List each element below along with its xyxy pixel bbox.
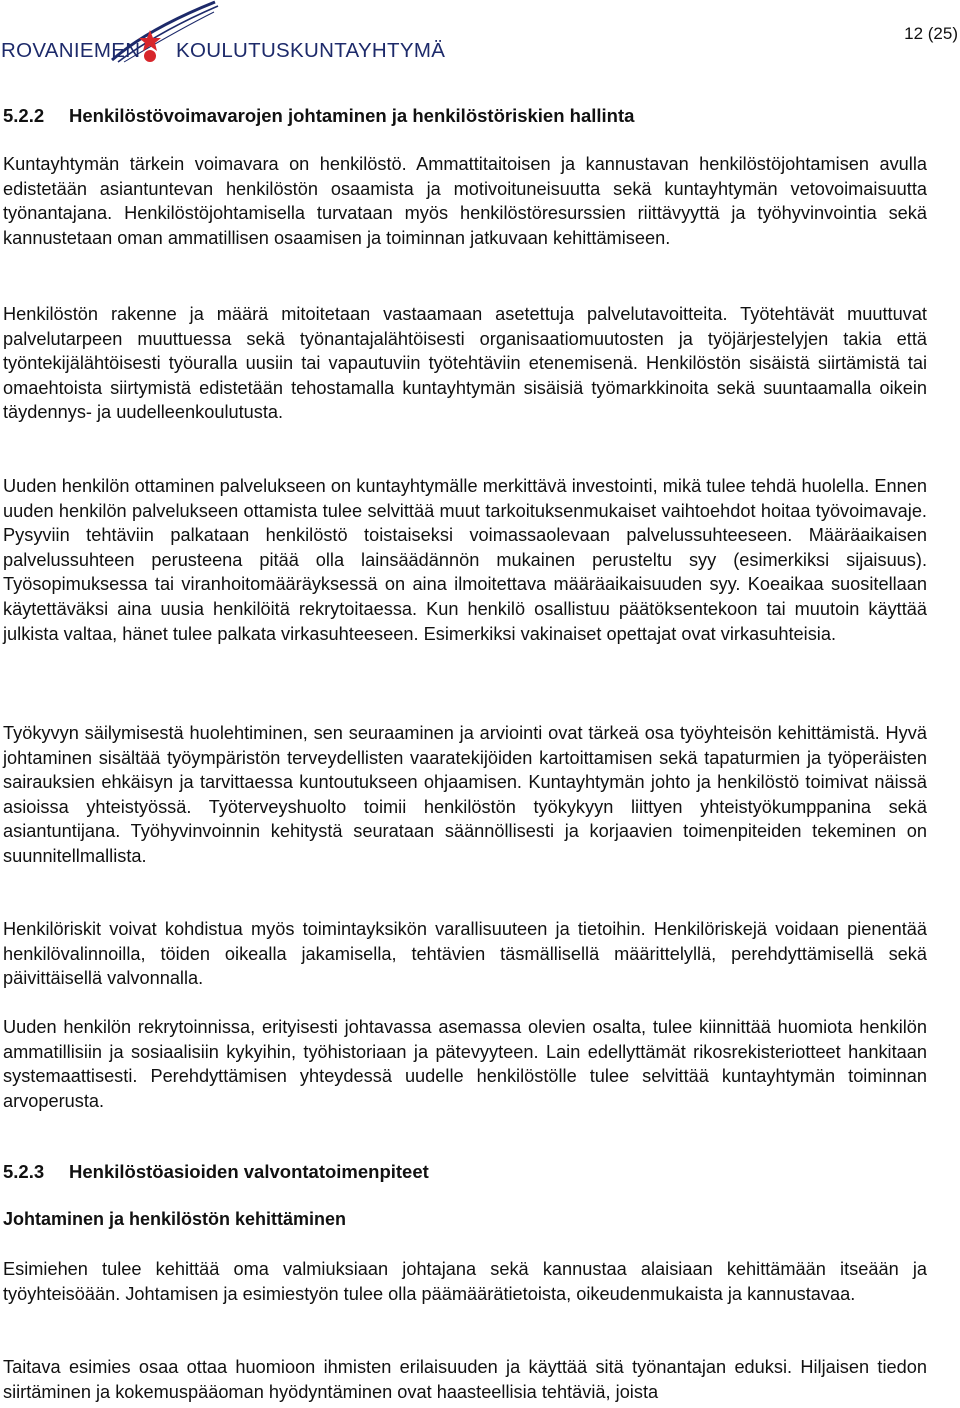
organization-logo: [0, 0, 446, 72]
subheading: Johtaminen ja henkilöstön kehittäminen: [3, 1209, 347, 1229]
paragraph: Työkyvyn säilymisestä huolehtiminen, sen seuraaminen ja arviointi ovat tärkeä osa työyhteisön kehittämistä. Hyvä johtaminen sisältää työympäristön terveydellisten vaaratekijöiden kartoittamisen sekä tapaturmien ja työperäisten sairauksien ehkäisyn ja tarvittaessa kuntoutukseen ohjaamisen. Kuntayhtymän johto ja henkilöstö toimivat näissä asioissa yhteistyössä. Työterveyshuolto toimii henkilöstön työkykyyn liittyen yhteistyökumppanina sekä asiantuntijana. Työhyvinvoinnin kehitystä seurataan säännöllisesti ja korjaavien toimenpiteiden tekeminen on suunnitellmallista.: [3, 723, 927, 866]
page-header: [0, 0, 960, 80]
paragraph: Henkilöstön rakenne ja määrä mitoitetaan vastaamaan asetettuja palvelutavoitteita. Työtehtävät muuttuvat palvelutarpeen muuttuessa sekä työnantajalähtöisesti organisaatiomuutosten ja työjärjestelyjen takia että työntekijälähtöisesti työuralla uusiin tai vapautuviin työtehtäviin etenemisenä. Henkilöstön sisäistä siirtämistä tai omaehtoista siirtymistä edistetään tehostamalla kuntayhtymän sisäisiä työmarkkinoita sekä suuntaamalla oikein täydennys- ja uudelleenkoulutusta.: [3, 304, 927, 423]
paragraph: Henkilöriskit voivat kohdistua myös toimintayksikön varallisuuteen ja tietoihin. Henkilöriskejä voidaan pienentää henkilövalinnoilla, töiden oikealla jakamisella, tehtävien täsmällisellä määrittelyllä, perehdyttämisellä sekä päivittäisellä valvonnalla.: [3, 919, 927, 989]
section-heading-5-2-2: [3, 105, 634, 127]
section-title: Henkilöstövoimavarojen johtaminen ja henkilöstöriskien hallinta: [69, 105, 635, 126]
paragraph: Uuden henkilön ottaminen palvelukseen on kuntayhtymälle merkittävä investointi, mikä tulee tehdä huolella. Ennen uuden henkilön palvelukseen ottamista tulee selvittää muut tarkoituksenmukaiset vaihtoehdot hoitaa työvoimavaje. Pysyviin tehtäviin palkataan henkilöstö toistaiseksi voimassaolevaan palvelussuhteeseen. Määräaikaisen palvelussuhteen perusteena pitää olla lainsäädännön mukainen perusteltu syy (esimerkiksi sijaisuus). Työsopimuksessa tai viranhoitomääräyksessä on aina ilmoitettava määräaikaisuuden syy. Koeaikaa suositellaan käytettäväksi aina uusia henkilöitä rekrytoitaessa. Kun henkilö osallistuu päätöksentekoon tai muutoin käyttää julkista valtaa, hänet tulee palkata virkasuhteeseen. Esimerkiksi vakinaiset opettajat ovat virkasuhteisia.: [3, 476, 927, 644]
page-number: 12 (25): [904, 24, 958, 43]
paragraph: Taitava esimies osaa ottaa huomioon ihmisten erilaisuuden ja käyttää sitä työnantajan eduksi. Hiljaisen tiedon siirtäminen ja kokemuspääoman hyödyntäminen ovat haasteellisia tehtäviä, joista: [3, 1357, 927, 1402]
logo-text-right: KOULUTUSKUNTAYHTYMÄ: [176, 39, 446, 62]
section-heading-5-2-3: [3, 1161, 429, 1183]
paragraph: Uuden henkilön rekrytoinnissa, erityisesti johtavassa asemassa olevien osalta, tulee kiinnittää huomiota henkilön ammatillisiin ja sosiaalisiin kykyihin, työhistoriaan ja pätevyyteen. Lain edellyttämät rikosrekisteriotteet hankitaan systemaattisesti. Perehdyttämisen yhteydessä uudelle henkilöstölle tulee selvittää kuntayhtymän toiminnan arvoperusta.: [3, 1017, 927, 1111]
section-number: 5.2.2: [3, 105, 45, 126]
section-number: 5.2.3: [3, 1161, 45, 1182]
section-title: Henkilöstöasioiden valvontatoimenpiteet: [69, 1161, 429, 1182]
logo-text-left: ROVANIEMEN: [1, 39, 141, 62]
paragraph: Kuntayhtymän tärkein voimavara on henkilöstö. Ammattitaitoisen ja kannustavan henkilöstöjohtamisen avulla edistetään asiantuntevan henkilöstön osaamista ja motivoituneisuutta sekä kuntayhtymän vetovoimaisuutta työnantajana. Henkilöstöjohtamisella turvataan myös henkilöstöresurssien riittävyyttä ja työhyvinvointia sekä kannustetaan oman ammatillisen osaamisen ja toiminnan jatkuvaan kehittämiseen.: [3, 154, 927, 248]
paragraph: Esimiehen tulee kehittää oma valmiuksiaan johtajana sekä kannustaa alaisiaan kehittämään itseään ja työyhteisöään. Johtamisen ja esimiestyön tulee olla päämäärätietoista, oikeudenmukaista ja kannustavaa.: [3, 1259, 927, 1304]
